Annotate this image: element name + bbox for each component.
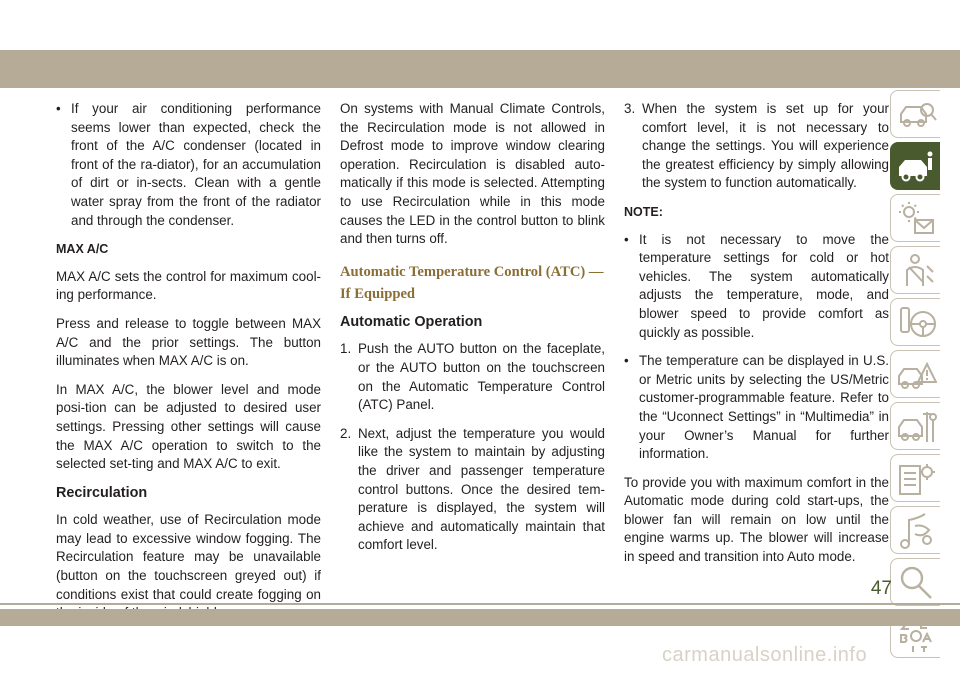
paragraph: To provide you with maximum comfort in the Automatic mode during cold start-ups, the blower fan will remain on low until the engine warms up. The blower will increase in speed and transition into Auto mode. [624, 474, 889, 565]
bullet-marker: • [56, 101, 61, 116]
column-left [56, 100, 321, 633]
bullet-text: If your air conditioning performance seems lower than expected, check the front of the A/C condenser (located in front of the ra-diator), for an accumulation of dirt or in-sects. Clean with a gentle water spray from the front of the radiator and through the condenser. [71, 101, 321, 228]
paragraph: In cold weather, use of Recirculation mode may lead to excessive window fogging. The Recirculation feature may be unavailable (button on the touchscreen greyed out) if conditions exist that could create fogging on [56, 512, 321, 602]
car-info-icon [897, 148, 937, 186]
bottom-band [0, 609, 960, 626]
index-search-icon [897, 564, 937, 602]
bullet-text: The temperature can be displayed in U.S. or Metric units by selecting the US/Metric customer-programmable feature. Refer to the “Uconnect Settings” in “Multimedia” in your Owner’s Manual for further information. [639, 353, 889, 462]
section-heading-atc: Automatic Temperature Control (ATC) — If Equipped [340, 263, 604, 302]
tab-specifications[interactable] [890, 454, 940, 502]
paragraph: In MAX A/C, the blower level and mode posi-tion can be adjusted to desired user settings. Pressing other settings will cause the MAX A/C operation to switch to the selected set-ting and MAX A/C to exit. [56, 381, 321, 472]
tab-warning-lights[interactable] [890, 194, 940, 242]
bullet-text: It is not necessary to move the temperature settings for cold or hot vehicles. The system automatically adjusts the temperature, mode, and blower speed to provide comfort as quickly as possible. [639, 231, 889, 340]
step-number: 2. [340, 425, 352, 441]
label-note: NOTE: [624, 204, 663, 219]
tab-steering-wheel[interactable] [890, 298, 940, 346]
tab-index-search[interactable] [890, 558, 940, 606]
heading-automatic-operation: Automatic Operation [340, 313, 483, 330]
numbered-step [340, 425, 605, 555]
column-right [624, 100, 889, 577]
step-text: Push the AUTO button on the faceplate, or the AUTO button on the touchscreen on the Automatic Temperature Control (ATC) Panel. [358, 341, 605, 413]
paragraph: MAX A/C sets the control for maximum cool-ing performance. [56, 268, 321, 303]
label-max-ac: MAX A/C [56, 242, 109, 257]
seatbelt-airbag-icon [897, 252, 937, 290]
heading-recirculation: Recirculation [56, 484, 148, 501]
car-service-tools-icon [897, 408, 937, 446]
numbered-step [340, 340, 605, 414]
column-middle [340, 100, 605, 565]
page-number: 47 [870, 578, 892, 599]
step-text: Next, adjust the temperature you would like the system to maintain by adjusting the driver and passenger temperature control buttons. Once the desired tem-perature is displayed, the system will achieve and automatically maintain that comfort level. [358, 425, 605, 553]
tab-car-search[interactable] [890, 90, 940, 138]
top-band [0, 50, 960, 88]
chapter-tabs [890, 90, 942, 662]
step-text: When the system is set up for your comfort level, it is not necessary to change the settings. You will experience the greatest efficiency by simply allowing the system to function automatically. [642, 101, 889, 191]
bullet-item [624, 352, 889, 464]
tab-car-info[interactable] [890, 142, 940, 190]
footer-rule [0, 603, 960, 605]
bullet-marker: • [624, 353, 629, 369]
roadside-warning-icon [897, 356, 937, 394]
specifications-gear-icon [897, 460, 937, 498]
watermark: carmanualsonline.info [662, 644, 868, 666]
paragraph: On systems with Manual Climate Controls, the Recirculation mode is not allowed in Defrost mode to improve window clearing operation. Recirculation is disabled auto-matically if this mode is selected. Attempting to use Recirculation while in this mode causes the LED in the control button to blink and then turns off. [340, 101, 605, 247]
bullet-item [56, 100, 321, 230]
tab-service[interactable] [890, 402, 940, 450]
tab-roadside-warning[interactable] [890, 350, 940, 398]
steering-wheel-icon [897, 304, 937, 342]
bullet-item [624, 231, 889, 343]
bullet-marker: • [624, 231, 629, 247]
step-number: 1. [340, 341, 352, 357]
multimedia-music-icon [897, 512, 937, 550]
step-number: 3. [624, 101, 636, 116]
tab-multimedia[interactable] [890, 506, 940, 554]
paragraph: Press and release to toggle between MAX A/C and the prior settings. The button illuminates when MAX A/C is on. [56, 315, 321, 369]
tab-seatbelt-airbag[interactable] [890, 246, 940, 294]
car-search-icon [897, 96, 937, 134]
numbered-step [624, 100, 889, 193]
warning-lights-message-icon [897, 200, 937, 238]
